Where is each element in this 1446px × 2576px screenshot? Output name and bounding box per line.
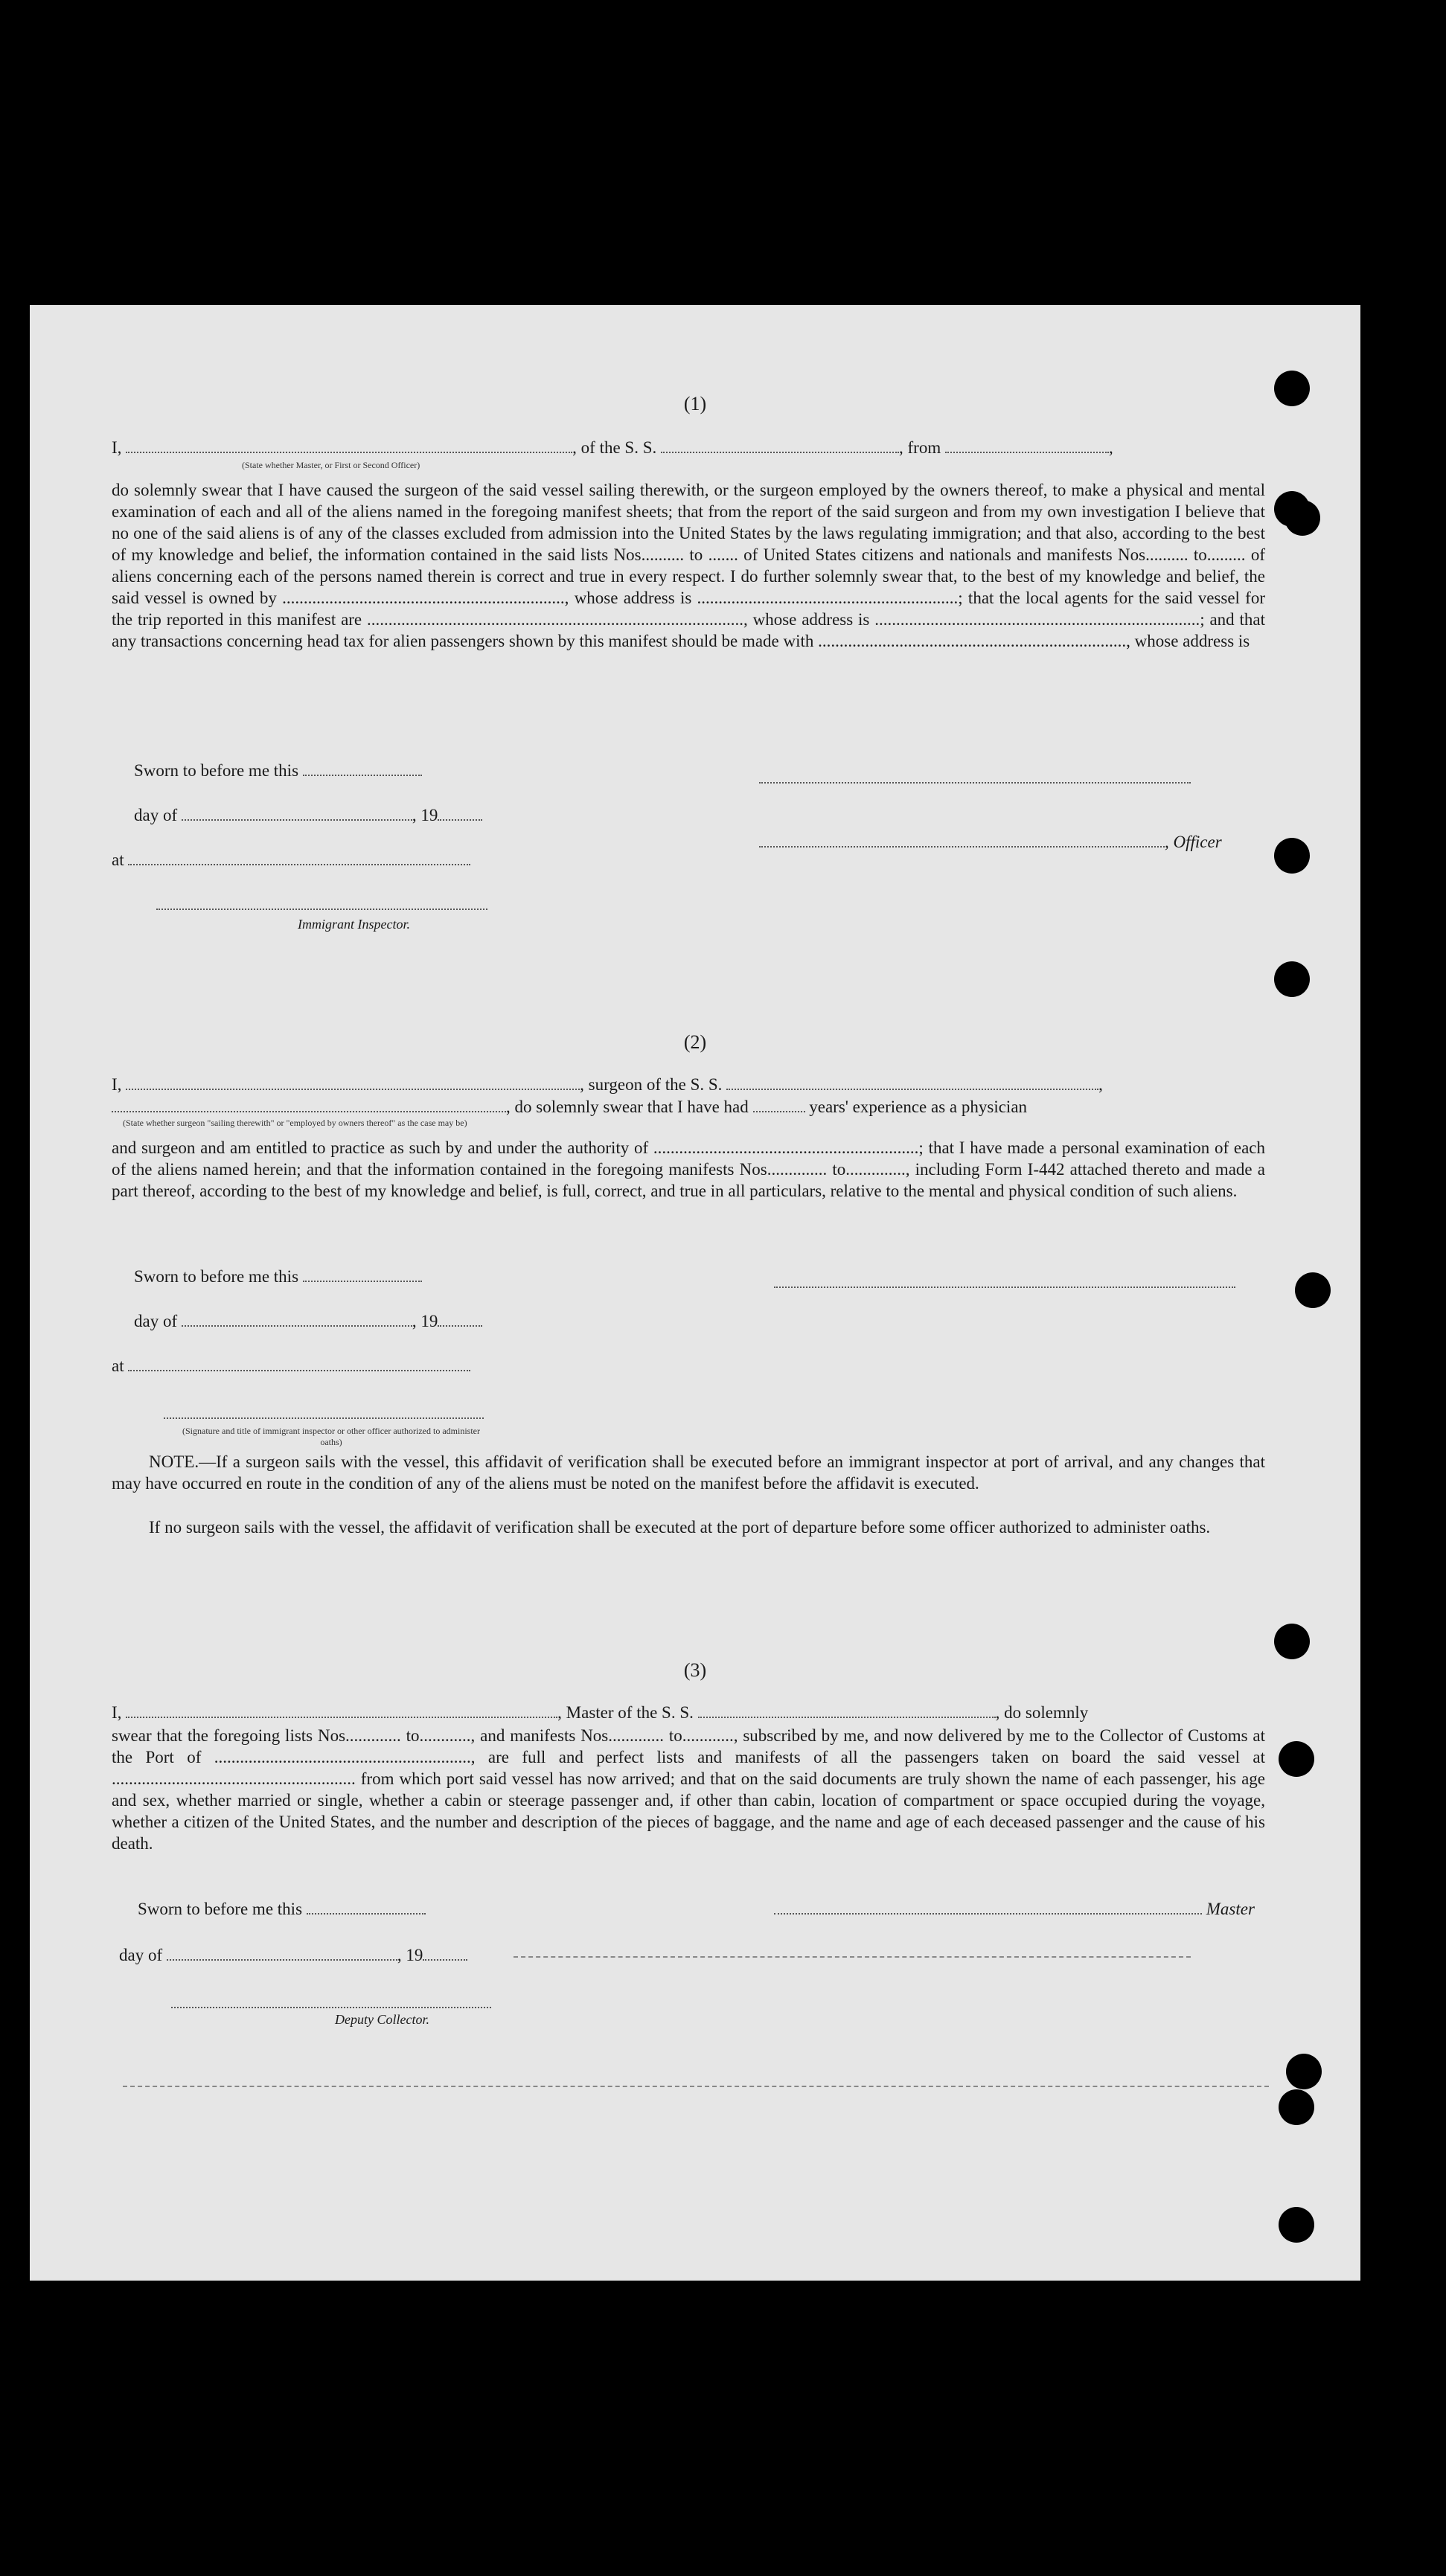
vessel-field[interactable] <box>698 1703 996 1718</box>
from-field[interactable] <box>945 438 1109 453</box>
day-field[interactable] <box>182 806 412 821</box>
inspector-signature-line[interactable] <box>164 1417 484 1419</box>
punch-hole <box>1286 2054 1322 2089</box>
at-line: at <box>112 1356 558 1377</box>
section2-line2: , do solemnly swear that I have had years' experience as a physician <box>112 1097 1265 1118</box>
collector-signature-line[interactable] <box>171 2006 491 2008</box>
year-field[interactable] <box>438 1312 482 1327</box>
inspector-signature-line[interactable] <box>156 908 487 910</box>
date-field[interactable] <box>307 1900 426 1915</box>
vessel-field[interactable] <box>726 1075 1098 1090</box>
manifest-page <box>30 305 1360 2281</box>
name-field[interactable] <box>126 438 572 453</box>
day-line: day of , 19 <box>134 1311 580 1332</box>
punch-hole <box>1279 2089 1314 2125</box>
signature-line[interactable] <box>774 1286 1235 1288</box>
vessel-field[interactable] <box>661 438 899 453</box>
section2-line1: I, , surgeon of the S. S. , <box>112 1075 1103 1094</box>
section3-body: swear that the foregoing lists Nos............. to............, and manifests Nos............. to............, subscribed by me, and now delivered by me to the Collector of Customs at the Port of ............................................................, are full and perfect lists and manifests of all the passengers taken on board the said vessel at ......................................................... from which port said vessel has now arrived; and that on the said documents are truly shown the name of each passenger, his age and sex, whether married or single, whether a cabin or steerage passenger and, if other than cabin, location of compartment or space occupied during the voyage, whether a citizen of the United States, and the number and description of the pieces of baggage, and the name and age of each deceased passenger and the cause of his death. <box>112 1726 1265 1853</box>
at-field[interactable] <box>128 1356 470 1371</box>
year-field[interactable] <box>438 806 482 821</box>
officer-line: , Officer <box>759 832 1280 853</box>
day-field[interactable] <box>167 1946 397 1961</box>
section-number: (3) <box>683 1659 707 1681</box>
date-field[interactable] <box>303 761 422 776</box>
divider <box>514 1955 1191 1958</box>
section1-line1: I, , of the S. S. , from , <box>112 438 1113 457</box>
punch-hole <box>1285 500 1320 536</box>
section2-body: and surgeon and am entitled to practice as such by and under the authority of ..............................................................; that I have made a personal examination of each of the aliens named herein; and that the information contained in the foregoing manifests Nos.............. to.............., including Form I-442 attached thereto and made a part thereof, according to the best of my knowledge and belief, is full, correct, and true in all particulars, relative to the mental and physical condition of such aliens. <box>112 1138 1265 1200</box>
years-field[interactable] <box>753 1098 805 1112</box>
year-field[interactable] <box>423 1946 467 1961</box>
name-field[interactable] <box>126 1703 557 1718</box>
bottom-rule <box>123 2085 1269 2087</box>
punch-hole <box>1274 1624 1310 1659</box>
sworn-line: Sworn to before me this <box>138 1899 584 1920</box>
sworn-line: Sworn to before me this <box>134 760 580 781</box>
master-line: Master <box>774 1899 1295 1920</box>
signer-label: Immigrant Inspector. <box>298 917 410 932</box>
name-field[interactable] <box>126 1075 580 1090</box>
note: NOTE.—If a surgeon sails with the vessel, this affidavit of verification shall be executed before an immigrant inspector at port of arrival, and any changes that may have occurred en route in the condition of any of the aliens must be noted on the manifest before the affidavit is executed. <box>112 1452 1265 1493</box>
date-field[interactable] <box>303 1267 422 1282</box>
sworn-line: Sworn to before me this <box>134 1266 580 1287</box>
master-signature[interactable] <box>774 1900 1202 1915</box>
punch-hole <box>1279 1741 1314 1777</box>
day-field[interactable] <box>182 1312 412 1327</box>
day-line: day of , 19 <box>119 1945 566 1966</box>
section3-line1: I, , Master of the S. S. , do solemnly <box>112 1703 1089 1722</box>
at-line: at <box>112 850 558 871</box>
day-line: day of , 19 <box>134 805 580 826</box>
signer-label: Deputy Collector. <box>335 2012 429 2027</box>
punch-hole <box>1279 2207 1314 2243</box>
punch-hole <box>1295 1272 1331 1308</box>
note2: If no surgeon sails with the vessel, the affidavit of verification shall be executed at the port of departure before some officer authorized to administer oaths. <box>149 1518 1211 1537</box>
field-caption: (State whether Master, or First or Second Officer) <box>242 460 420 470</box>
at-field[interactable] <box>128 850 470 865</box>
field-caption: (State whether surgeon "sailing therewith" or "employed by owners thereof" as the case may be) <box>123 1118 467 1128</box>
signer-caption: (Signature and title of immigrant inspector or other officer authorized to administer oaths) <box>182 1426 480 1447</box>
signature-line[interactable] <box>759 781 1191 784</box>
section-number: (2) <box>683 1031 707 1053</box>
section1-body: do solemnly swear that I have caused the surgeon of the said vessel sailing therewith, or the surgeon employed by the owners thereof, to make a physical and mental examination of each and all of the aliens named in the foregoing manifest sheets; that from the report of the said surgeon and from my own investigation I believe that no one of the said aliens is of any of the classes excluded from admission into the United States by the laws regulating immigration; and that also, according to the best of my knowledge and belief, the information contained in the said lists Nos.......... to ....... of United States citizens and nationals and manifests Nos.......... to......... of aliens concerning each of the persons named therein is correct and true in every respect. I do further solemnly swear that, to the best of my knowledge and belief, the said vessel is owned by .................................................................., whose address is .............................................................; that the local agents for the said vessel for the trip reported in this manifest are ........................................................................................, whose address is ............................................................................; and that any transactions concerning head tax for alien passengers shown by this manifest should be made with ........................................................................, whose address is <box>112 481 1265 650</box>
section-number: (1) <box>683 393 707 414</box>
officer-signature[interactable] <box>759 833 1165 848</box>
punch-hole <box>1274 961 1310 997</box>
surgeon-type-field[interactable] <box>112 1098 506 1112</box>
